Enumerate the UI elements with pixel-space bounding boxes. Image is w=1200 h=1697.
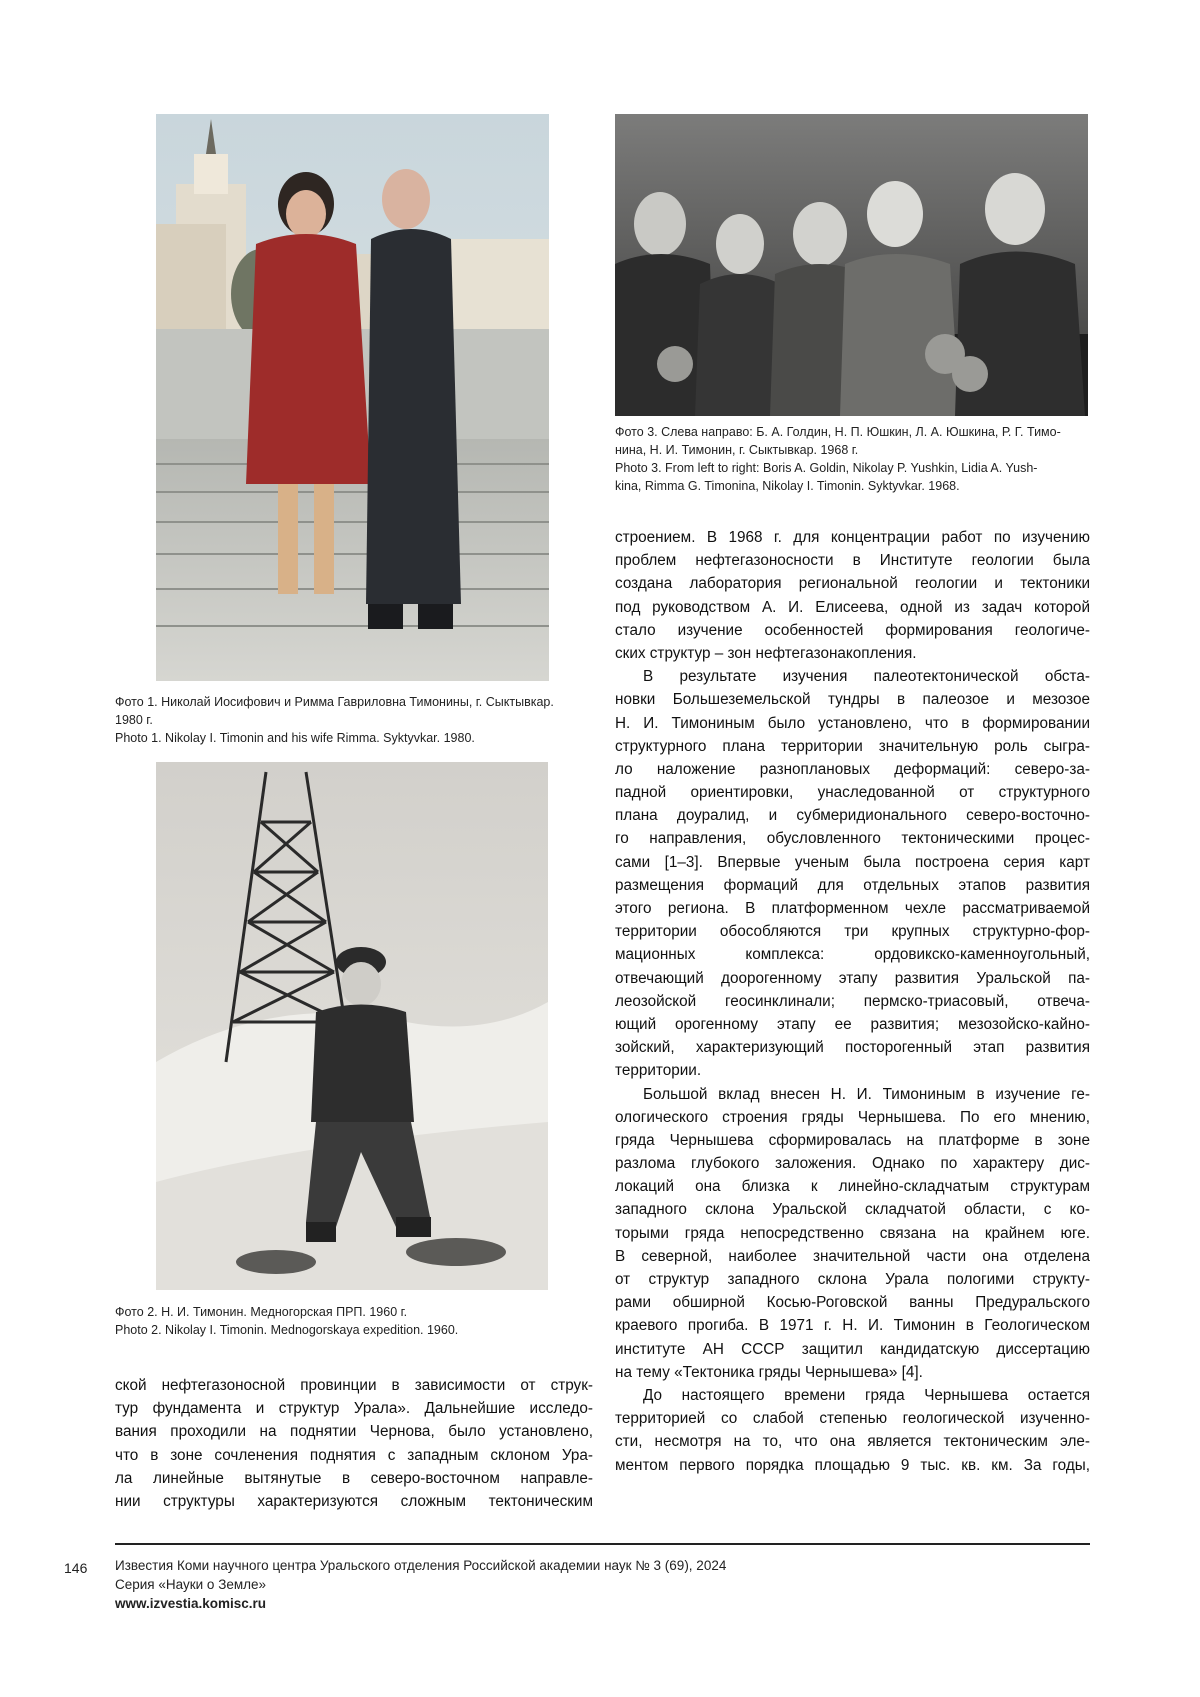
text-line: Большой вклад внесен Н. И. Тимониным в изучение ге- (643, 1085, 1090, 1103)
text-line: размещения формаций для отдельных этапов развития (615, 876, 1090, 894)
text-line: го направления, обусловленного тектоническими процес- (615, 830, 1090, 848)
text-line: что в зоне сочленения поднятия с западным склоном Ура- (115, 1446, 593, 1464)
footer-divider (115, 1543, 1090, 1545)
caption-line: Photo 1. Nikolay I. Timonin and his wife Rimma. Syktyvkar. 1980. (115, 731, 475, 745)
text-line: падной ориентировки, унаследованной от структурного (615, 784, 1090, 802)
photo-2-caption (115, 1303, 595, 1339)
photo-1 (156, 114, 549, 681)
caption-line: kina, Rimma G. Timonina, Nikolay I. Timonin. Syktyvkar. 1968. (615, 479, 960, 493)
caption-line: Photo 2. Nikolay I. Timonin. Mednogorskaya expedition. 1960. (115, 1323, 459, 1337)
caption-line: нина, Н. И. Тимонин, г. Сыктывкар. 1968 г. (615, 443, 859, 457)
page-number: 146 (64, 1560, 88, 1576)
text-line: структурного плана территории значительную роль сыгра- (615, 737, 1090, 755)
text-line: под руководством А. И. Елисеева, одной из задач которой (615, 598, 1090, 616)
text-line: Н. И. Тимониным было установлено, что в формировании (615, 714, 1090, 732)
text-line: создана лаборатория региональной геологии и тектоники (615, 575, 1090, 593)
caption-line: Фото 1. Николай Иосифович и Римма Гавриловна Тимонины, г. Сыктывкар. (115, 695, 554, 709)
text-line: этого региона. В платформенном чехле рассматриваемой (615, 900, 1090, 917)
text-line: институте АН СССР защитил кандидатскую диссертацию (615, 1340, 1090, 1358)
text-line: новки Большеземельской тундры в палеозое и мезозое (615, 691, 1090, 709)
text-line: ских структур – зон нефтегазонакопления. (615, 644, 917, 662)
text-line: проблем нефтегазоносности в Институте геологии была (615, 552, 1090, 570)
text-line: сти, несмотря на то, что она является тектоническим эле- (615, 1433, 1090, 1451)
text-line: вания проходили на поднятии Чернова, было установлено, (115, 1423, 593, 1441)
photo-1-caption (115, 693, 595, 747)
text-line: плана доуралид, и субмеридионального северо-восточно- (615, 807, 1090, 825)
text-line: гряда Чернышева сформировалась на платформе в зоне (615, 1131, 1090, 1149)
text-line: ской нефтегазоносной провинции в зависимости от струк- (115, 1377, 593, 1394)
photo-2-image (156, 762, 548, 1290)
text-line: нии структуры характеризуются сложным тектоническим (115, 1492, 593, 1510)
text-line: В результате изучения палеотектонической обста- (643, 668, 1090, 686)
body-text-left-column (115, 1374, 593, 1513)
text-line: сами [1–3]. Впервые ученым была построена серия карт (615, 853, 1090, 871)
text-line: торыми гряда непосредственно связана на крайнем юге. (615, 1224, 1090, 1242)
text-line: на тему «Тектоника гряды Чернышева» [4]. (615, 1363, 923, 1381)
caption-line: Photo 3. From left to right: Boris A. Goldin, Nikolay P. Yushkin, Lidia A. Yush- (615, 461, 1038, 475)
text-line: В северной, наиболее значительной части она отделена (615, 1247, 1090, 1265)
text-line: разлома глубокого заложения. Однако по характеру дис- (615, 1155, 1090, 1173)
text-line: стало изучение особенностей формирования геологиче- (615, 621, 1090, 639)
text-line: территории. (615, 1062, 702, 1080)
caption-line: Фото 3. Слева направо: Б. А. Голдин, Н. П. Юшкин, Л. А. Юшкина, Р. Г. Тимо- (615, 425, 1061, 439)
footer (115, 1556, 726, 1613)
text-line: отвечающий доорогенному этапу развития Уральской па- (615, 969, 1090, 987)
caption-line: Фото 2. Н. И. Тимонин. Медногорская ПРП. 1960 г. (115, 1305, 408, 1319)
text-line: мационных комплекса: ордовикско-каменноугольный, (615, 946, 1090, 964)
text-line: ло наложение разноплановых деформаций: северо-за- (615, 760, 1090, 778)
text-line: тур фундамента и структур Урала». Дальнейшие исследо- (115, 1400, 593, 1418)
text-line: рами обширной Косью-Роговской ванны Предуральского (615, 1294, 1090, 1312)
journal-title: Известия Коми научного центра Уральского отделения Российской академии наук № 3 (69), 2024 (115, 1558, 727, 1573)
photo-3-image (615, 114, 1088, 416)
photo-3-caption (615, 423, 1091, 495)
text-line: территорией со слабой степенью геологической изученно- (615, 1410, 1090, 1428)
text-line: от структур западного склона Урала пологими структу- (615, 1271, 1090, 1288)
text-line: зойский, характеризующий посторогенный этап развития (615, 1039, 1090, 1057)
text-line: строением. В 1968 г. для концентрации работ по изучению (615, 529, 1090, 546)
text-line: ла линейные вытянутые в северо-восточном направле- (115, 1469, 593, 1487)
photo-1-image (156, 114, 549, 681)
photo-3 (615, 114, 1088, 416)
journal-series: Серия «Науки о Земле» (115, 1577, 267, 1592)
text-line: ментом первого порядка площадью 9 тыс. кв. км. За годы, (615, 1456, 1090, 1474)
text-line: западного склона Уральской складчатой области, с ко- (615, 1201, 1090, 1219)
text-line: краевого прогиба. В 1971 г. Н. И. Тимонин в Геологическом (615, 1317, 1090, 1335)
text-line: ологического строения гряды Чернышева. По его мнению, (615, 1108, 1090, 1126)
text-line: До настоящего времени гряда Чернышева остается (643, 1386, 1090, 1404)
text-line: территории обособляются три крупных структурно-фор- (615, 923, 1090, 941)
text-line: ющий орогенному этапу ее развития; мезозойско-кайно- (615, 1015, 1090, 1033)
journal-url[interactable]: www.izvestia.komisc.ru (115, 1596, 267, 1611)
body-text-right-column (615, 526, 1090, 1477)
text-line: локаций она близка к линейно-складчатым структурам (615, 1178, 1090, 1196)
caption-line: 1980 г. (115, 713, 153, 727)
text-line: леозойской геосинклинали; пермско-триасовый, отвеча- (615, 992, 1090, 1010)
photo-2 (156, 762, 548, 1290)
